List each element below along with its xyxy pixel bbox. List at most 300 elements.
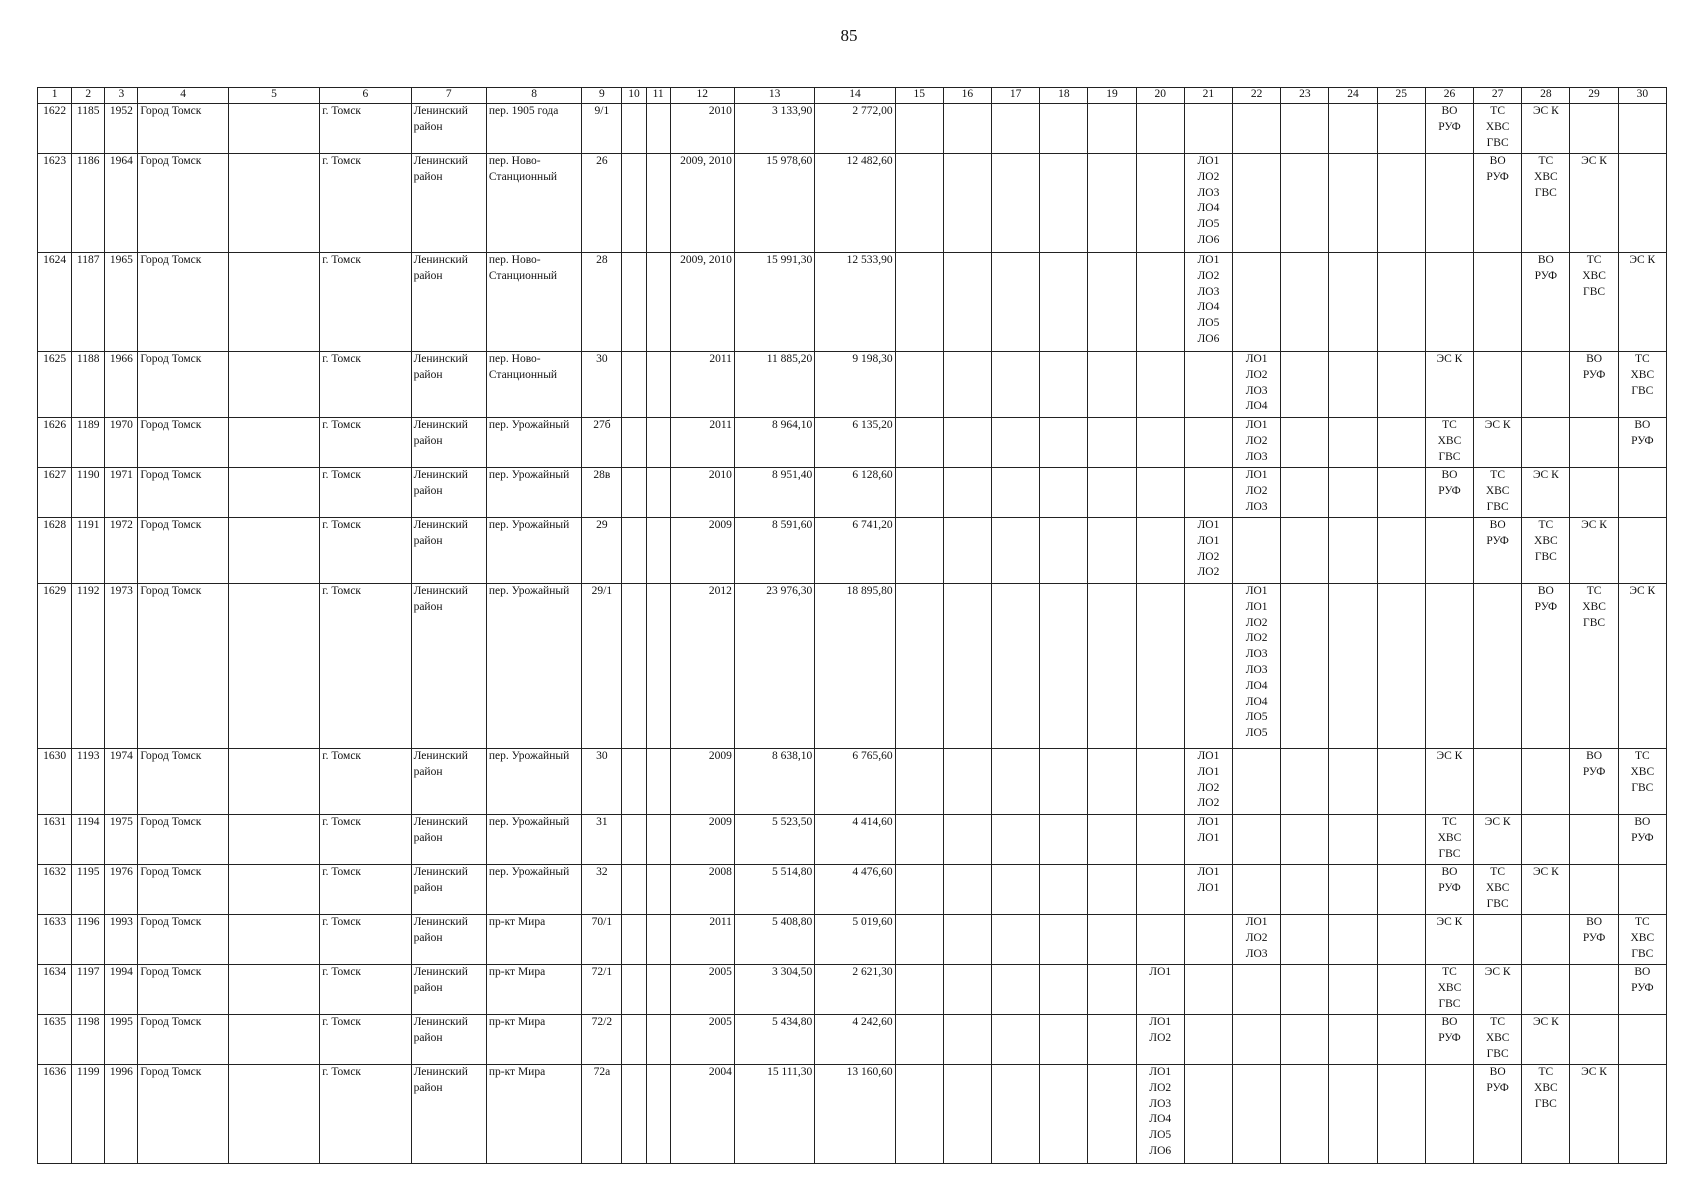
cell-col-12: 2011 [670,915,734,965]
cell-col-21: ЛО1 ЛО2 ЛО3 ЛО4 ЛО5 ЛО6 [1184,253,1232,352]
cell-col-17 [992,1065,1040,1164]
column-header-24: 24 [1329,88,1377,104]
cell-col-12: 2009, 2010 [670,253,734,352]
cell-col-3: 1976 [105,865,138,915]
cell-col-20 [1136,584,1184,749]
cell-col-2: 1196 [72,915,105,965]
cell-col-4: Город Томск [138,352,228,418]
cell-col-3: 1974 [105,749,138,815]
cell-col-13: 23 976,30 [734,584,814,749]
cell-col-30 [1618,865,1666,915]
cell-col-15 [895,253,943,352]
cell-col-15 [895,154,943,253]
cell-col-15 [895,965,943,1015]
column-header-4: 4 [138,88,228,104]
cell-col-5 [228,1065,319,1164]
cell-col-10 [622,815,646,865]
cell-col-27: ВО РУФ [1474,1065,1522,1164]
cell-col-6: г. Томск [320,865,411,915]
cell-col-22 [1233,815,1281,865]
cell-col-20 [1136,104,1184,154]
cell-col-14: 5 019,60 [815,915,895,965]
cell-col-2: 1188 [72,352,105,418]
cell-col-30 [1618,1065,1666,1164]
cell-col-2: 1195 [72,865,105,915]
column-header-12: 12 [670,88,734,104]
cell-col-5 [228,815,319,865]
cell-col-8: пр-кт Мира [486,1015,581,1065]
column-header-8: 8 [486,88,581,104]
cell-col-8: пер. Урожайный [486,418,581,468]
cell-col-28: ВО РУФ [1522,584,1570,749]
cell-col-24 [1329,154,1377,253]
cell-col-6: г. Томск [320,584,411,749]
cell-col-2: 1191 [72,518,105,584]
cell-col-9: 26 [582,154,622,253]
cell-col-2: 1199 [72,1065,105,1164]
cell-col-12: 2012 [670,584,734,749]
column-header-6: 6 [320,88,411,104]
cell-col-26 [1425,518,1473,584]
cell-col-30: ТС ХВС ГВС [1618,749,1666,815]
cell-col-9: 30 [582,352,622,418]
cell-col-5 [228,749,319,815]
cell-col-9: 72а [582,1065,622,1164]
cell-col-28 [1522,749,1570,815]
cell-col-8: пер. 1905 года [486,104,581,154]
cell-col-6: г. Томск [320,965,411,1015]
cell-col-9: 70/1 [582,915,622,965]
cell-col-19 [1088,965,1136,1015]
cell-col-23 [1281,352,1329,418]
cell-col-14: 9 198,30 [815,352,895,418]
cell-col-24 [1329,749,1377,815]
cell-col-18 [1040,468,1088,518]
cell-col-8: пер. Урожайный [486,584,581,749]
cell-col-6: г. Томск [320,154,411,253]
column-header-25: 25 [1377,88,1425,104]
cell-col-28 [1522,815,1570,865]
table-row [38,815,1667,865]
cell-col-15 [895,1065,943,1164]
cell-col-11 [646,1015,670,1065]
cell-col-1: 1628 [38,518,72,584]
column-header-5: 5 [228,88,319,104]
cell-col-15 [895,418,943,468]
cell-col-8: пер. Урожайный [486,749,581,815]
cell-col-10 [622,104,646,154]
cell-col-28: ТС ХВС ГВС [1522,154,1570,253]
cell-col-10 [622,965,646,1015]
cell-col-22: ЛО1 ЛО2 ЛО3 ЛО4 [1233,352,1281,418]
cell-col-29 [1570,418,1618,468]
cell-col-1: 1636 [38,1065,72,1164]
cell-col-24 [1329,1065,1377,1164]
cell-col-4: Город Томск [138,584,228,749]
cell-col-3: 1973 [105,584,138,749]
cell-col-25 [1377,749,1425,815]
cell-col-1: 1626 [38,418,72,468]
cell-col-9: 72/1 [582,965,622,1015]
cell-col-14: 4 414,60 [815,815,895,865]
cell-col-13: 3 304,50 [734,965,814,1015]
cell-col-16 [943,154,991,253]
cell-col-22 [1233,104,1281,154]
column-header-22: 22 [1233,88,1281,104]
cell-col-27: ТС ХВС ГВС [1474,1015,1522,1065]
cell-col-13: 15 111,30 [734,1065,814,1164]
cell-col-24 [1329,518,1377,584]
table-row [38,518,1667,584]
cell-col-7: Ленинский район [411,749,486,815]
cell-col-26: ВО РУФ [1425,865,1473,915]
cell-col-30 [1618,518,1666,584]
cell-col-7: Ленинский район [411,154,486,253]
cell-col-3: 1952 [105,104,138,154]
cell-col-15 [895,1015,943,1065]
cell-col-27: ВО РУФ [1474,154,1522,253]
cell-col-8: пр-кт Мира [486,965,581,1015]
cell-col-13: 8 964,10 [734,418,814,468]
cell-col-26 [1425,584,1473,749]
column-header-7: 7 [411,88,486,104]
cell-col-17 [992,468,1040,518]
register-table [37,87,1667,1164]
cell-col-28 [1522,352,1570,418]
cell-col-12: 2011 [670,418,734,468]
cell-col-5 [228,965,319,1015]
cell-col-13: 11 885,20 [734,352,814,418]
cell-col-28 [1522,915,1570,965]
cell-col-15 [895,468,943,518]
cell-col-18 [1040,865,1088,915]
cell-col-22: ЛО1 ЛО1 ЛО2 ЛО2 ЛО3 ЛО3 ЛО4 ЛО4 ЛО5 ЛО5 [1233,584,1281,749]
cell-col-24 [1329,865,1377,915]
cell-col-22: ЛО1 ЛО2 ЛО3 [1233,418,1281,468]
cell-col-14: 2 772,00 [815,104,895,154]
cell-col-23 [1281,1065,1329,1164]
cell-col-29: ТС ХВС ГВС [1570,584,1618,749]
table-body [38,104,1667,1164]
cell-col-6: г. Томск [320,468,411,518]
cell-col-27 [1474,749,1522,815]
cell-col-20 [1136,468,1184,518]
cell-col-18 [1040,1065,1088,1164]
cell-col-23 [1281,468,1329,518]
cell-col-30: ЭС К [1618,584,1666,749]
table-row [38,1015,1667,1065]
cell-col-16 [943,418,991,468]
table-row [38,965,1667,1015]
cell-col-5 [228,352,319,418]
cell-col-14: 18 895,80 [815,584,895,749]
cell-col-17 [992,865,1040,915]
column-header-28: 28 [1522,88,1570,104]
cell-col-24 [1329,815,1377,865]
cell-col-26: ТС ХВС ГВС [1425,965,1473,1015]
cell-col-20 [1136,518,1184,584]
cell-col-23 [1281,865,1329,915]
cell-col-13: 15 978,60 [734,154,814,253]
cell-col-4: Город Томск [138,965,228,1015]
cell-col-21 [1184,352,1232,418]
cell-col-14: 6 135,20 [815,418,895,468]
column-header-26: 26 [1425,88,1473,104]
cell-col-3: 1966 [105,352,138,418]
cell-col-3: 1971 [105,468,138,518]
cell-col-10 [622,915,646,965]
cell-col-14: 12 482,60 [815,154,895,253]
cell-col-17 [992,352,1040,418]
cell-col-25 [1377,815,1425,865]
cell-col-29: ВО РУФ [1570,915,1618,965]
cell-col-10 [622,1015,646,1065]
table-row [38,865,1667,915]
cell-col-16 [943,915,991,965]
cell-col-25 [1377,253,1425,352]
cell-col-18 [1040,418,1088,468]
cell-col-27 [1474,915,1522,965]
cell-col-26: ЭС К [1425,749,1473,815]
column-header-19: 19 [1088,88,1136,104]
cell-col-21 [1184,468,1232,518]
cell-col-18 [1040,253,1088,352]
column-header-14: 14 [815,88,895,104]
column-header-9: 9 [582,88,622,104]
cell-col-3: 1996 [105,1065,138,1164]
cell-col-29: ВО РУФ [1570,352,1618,418]
cell-col-6: г. Томск [320,104,411,154]
cell-col-28 [1522,418,1570,468]
cell-col-2: 1185 [72,104,105,154]
cell-col-24 [1329,104,1377,154]
cell-col-14: 6 741,20 [815,518,895,584]
cell-col-5 [228,104,319,154]
cell-col-10 [622,154,646,253]
cell-col-14: 2 621,30 [815,965,895,1015]
column-header-20: 20 [1136,88,1184,104]
cell-col-22 [1233,865,1281,915]
cell-col-29: ТС ХВС ГВС [1570,253,1618,352]
column-header-1: 1 [38,88,72,104]
table-row [38,1065,1667,1164]
cell-col-1: 1631 [38,815,72,865]
cell-col-30 [1618,104,1666,154]
cell-col-23 [1281,915,1329,965]
cell-col-12: 2011 [670,352,734,418]
cell-col-28: ЭС К [1522,468,1570,518]
cell-col-2: 1192 [72,584,105,749]
cell-col-4: Город Томск [138,1015,228,1065]
column-header-27: 27 [1474,88,1522,104]
cell-col-7: Ленинский район [411,352,486,418]
cell-col-21: ЛО1 ЛО1 ЛО2 ЛО2 [1184,749,1232,815]
cell-col-5 [228,1015,319,1065]
cell-col-25 [1377,468,1425,518]
table-row [38,749,1667,815]
cell-col-25 [1377,965,1425,1015]
cell-col-15 [895,518,943,584]
cell-col-29 [1570,815,1618,865]
cell-col-25 [1377,352,1425,418]
cell-col-19 [1088,104,1136,154]
cell-col-5 [228,584,319,749]
cell-col-30: ВО РУФ [1618,815,1666,865]
table-row [38,154,1667,253]
cell-col-5 [228,154,319,253]
cell-col-18 [1040,518,1088,584]
column-header-21: 21 [1184,88,1232,104]
column-header-10: 10 [622,88,646,104]
cell-col-26: ТС ХВС ГВС [1425,418,1473,468]
cell-col-3: 1995 [105,1015,138,1065]
cell-col-11 [646,915,670,965]
column-header-18: 18 [1040,88,1088,104]
cell-col-22 [1233,154,1281,253]
cell-col-4: Город Томск [138,104,228,154]
cell-col-22 [1233,1065,1281,1164]
cell-col-4: Город Томск [138,749,228,815]
cell-col-20: ЛО1 [1136,965,1184,1015]
cell-col-2: 1198 [72,1015,105,1065]
cell-col-21: ЛО1 ЛО1 [1184,815,1232,865]
cell-col-20 [1136,352,1184,418]
cell-col-24 [1329,253,1377,352]
cell-col-24 [1329,418,1377,468]
cell-col-18 [1040,154,1088,253]
cell-col-10 [622,352,646,418]
cell-col-5 [228,253,319,352]
cell-col-29 [1570,468,1618,518]
cell-col-12: 2004 [670,1065,734,1164]
cell-col-7: Ленинский район [411,965,486,1015]
cell-col-1: 1627 [38,468,72,518]
cell-col-20 [1136,253,1184,352]
cell-col-11 [646,1065,670,1164]
cell-col-8: пер. Урожайный [486,468,581,518]
header-row [38,88,1667,104]
cell-col-17 [992,418,1040,468]
cell-col-4: Город Томск [138,915,228,965]
cell-col-15 [895,749,943,815]
cell-col-1: 1635 [38,1015,72,1065]
cell-col-22: ЛО1 ЛО2 ЛО3 [1233,915,1281,965]
cell-col-11 [646,468,670,518]
cell-col-7: Ленинский район [411,104,486,154]
table-row [38,418,1667,468]
cell-col-3: 1970 [105,418,138,468]
cell-col-16 [943,468,991,518]
table-row [38,915,1667,965]
cell-col-12: 2009 [670,749,734,815]
cell-col-7: Ленинский район [411,1015,486,1065]
cell-col-1: 1630 [38,749,72,815]
cell-col-23 [1281,584,1329,749]
table-row [38,584,1667,749]
cell-col-4: Город Томск [138,418,228,468]
cell-col-8: пер. Ново-Станционный [486,352,581,418]
cell-col-18 [1040,965,1088,1015]
cell-col-16 [943,815,991,865]
cell-col-8: пр-кт Мира [486,1065,581,1164]
cell-col-29 [1570,965,1618,1015]
cell-col-28 [1522,965,1570,1015]
cell-col-9: 72/2 [582,1015,622,1065]
cell-col-6: г. Томск [320,352,411,418]
cell-col-20: ЛО1 ЛО2 [1136,1015,1184,1065]
cell-col-19 [1088,815,1136,865]
column-header-29: 29 [1570,88,1618,104]
cell-col-18 [1040,352,1088,418]
cell-col-7: Ленинский район [411,584,486,749]
cell-col-27: ЭС К [1474,965,1522,1015]
cell-col-12: 2009 [670,518,734,584]
cell-col-1: 1623 [38,154,72,253]
cell-col-14: 13 160,60 [815,1065,895,1164]
cell-col-21 [1184,104,1232,154]
cell-col-20 [1136,865,1184,915]
cell-col-17 [992,749,1040,815]
cell-col-6: г. Томск [320,418,411,468]
cell-col-23 [1281,749,1329,815]
cell-col-8: пер. Урожайный [486,865,581,915]
cell-col-21 [1184,915,1232,965]
cell-col-16 [943,253,991,352]
cell-col-12: 2009 [670,815,734,865]
cell-col-12: 2010 [670,468,734,518]
cell-col-13: 5 408,80 [734,915,814,965]
cell-col-9: 28в [582,468,622,518]
cell-col-7: Ленинский район [411,253,486,352]
cell-col-24 [1329,965,1377,1015]
cell-col-2: 1187 [72,253,105,352]
cell-col-18 [1040,915,1088,965]
cell-col-24 [1329,584,1377,749]
cell-col-19 [1088,253,1136,352]
cell-col-2: 1186 [72,154,105,253]
cell-col-4: Город Томск [138,815,228,865]
cell-col-3: 1975 [105,815,138,865]
cell-col-14: 4 242,60 [815,1015,895,1065]
cell-col-2: 1194 [72,815,105,865]
cell-col-13: 5 514,80 [734,865,814,915]
cell-col-3: 1965 [105,253,138,352]
cell-col-7: Ленинский район [411,1065,486,1164]
cell-col-30 [1618,468,1666,518]
cell-col-9: 29/1 [582,584,622,749]
cell-col-26 [1425,154,1473,253]
cell-col-4: Город Томск [138,865,228,915]
cell-col-13: 8 591,60 [734,518,814,584]
cell-col-30: ЭС К [1618,253,1666,352]
cell-col-7: Ленинский район [411,518,486,584]
cell-col-14: 6 765,60 [815,749,895,815]
cell-col-16 [943,965,991,1015]
cell-col-18 [1040,584,1088,749]
cell-col-22 [1233,1015,1281,1065]
cell-col-26: ЭС К [1425,352,1473,418]
cell-col-29 [1570,104,1618,154]
cell-col-3: 1964 [105,154,138,253]
cell-col-22: ЛО1 ЛО2 ЛО3 [1233,468,1281,518]
cell-col-15 [895,815,943,865]
cell-col-20 [1136,749,1184,815]
cell-col-19 [1088,1015,1136,1065]
cell-col-13: 8 638,10 [734,749,814,815]
cell-col-5 [228,468,319,518]
column-header-23: 23 [1281,88,1329,104]
column-header-15: 15 [895,88,943,104]
